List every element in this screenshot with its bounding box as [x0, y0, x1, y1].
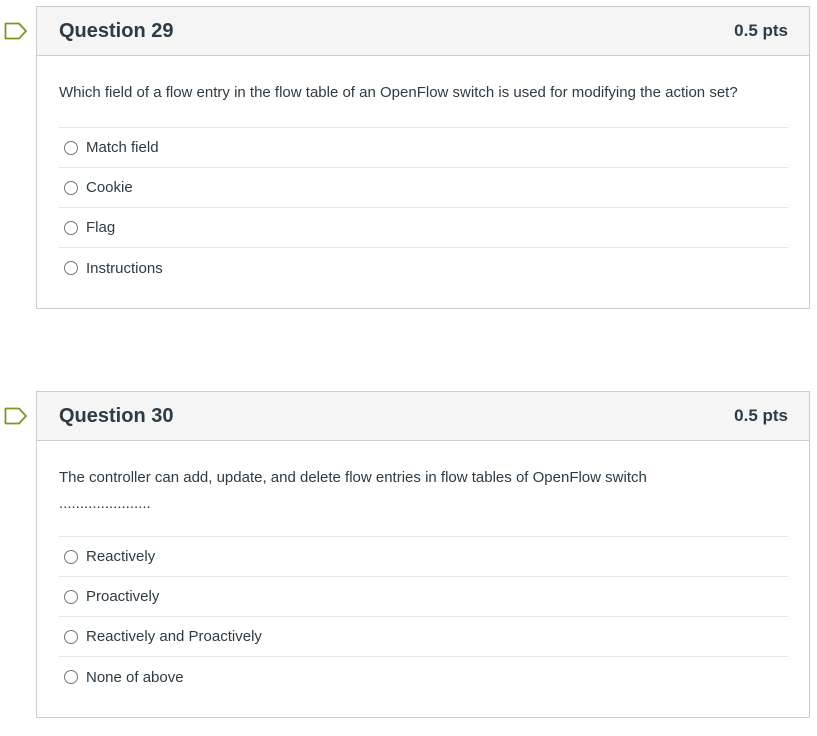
question-title: Question 29 [59, 19, 174, 42]
radio-unchecked-icon[interactable] [64, 590, 78, 604]
answer-label[interactable]: None of above [86, 668, 184, 686]
answer-option-none-of-above[interactable] [59, 657, 788, 697]
radio-unchecked-icon[interactable] [64, 261, 78, 275]
answer-label[interactable]: Proactively [86, 588, 160, 605]
fill-in-blank: ...................... [59, 495, 151, 512]
answer-option-proactively[interactable] [59, 577, 788, 617]
question-card [36, 391, 810, 718]
question-title: Question 30 [59, 404, 174, 427]
question-points: 0.5 pts [734, 21, 788, 40]
flag-question-icon[interactable] [4, 22, 28, 40]
question-points: 0.5 pts [734, 406, 788, 425]
question-text: The controller can add, update, and delete flow entries in flow tables of OpenFlow switch [59, 469, 647, 486]
radio-unchecked-icon[interactable] [64, 221, 78, 235]
answer-label[interactable]: Reactively [86, 548, 156, 565]
answer-label[interactable]: Flag [86, 219, 116, 236]
answer-option-instructions[interactable] [59, 248, 788, 288]
radio-unchecked-icon[interactable] [64, 181, 78, 195]
question-body [37, 56, 809, 308]
answer-option-flag[interactable] [59, 208, 788, 248]
question-header [37, 392, 809, 441]
question-text: Which field of a flow entry in the flow table of an OpenFlow switch is used for modifying the action set? [59, 84, 738, 101]
answer-list [59, 127, 788, 288]
radio-unchecked-icon[interactable] [64, 670, 78, 684]
answer-option-reactively[interactable] [59, 537, 788, 577]
question-text-block [59, 465, 759, 515]
answer-option-match-field[interactable] [59, 128, 788, 168]
radio-unchecked-icon[interactable] [64, 630, 78, 644]
radio-unchecked-icon[interactable] [64, 550, 78, 564]
question-body [37, 441, 809, 717]
radio-unchecked-icon[interactable] [64, 141, 78, 155]
question-header [37, 7, 809, 56]
answer-list [59, 536, 788, 697]
answer-option-cookie[interactable] [59, 168, 788, 208]
question-card [36, 6, 810, 309]
answer-label[interactable]: Match field [86, 139, 159, 156]
answer-label[interactable]: Cookie [86, 179, 133, 196]
answer-label[interactable]: Reactively and Proactively [86, 628, 262, 645]
flag-question-icon[interactable] [4, 407, 28, 425]
answer-label[interactable]: Instructions [86, 259, 163, 277]
answer-option-reactively-and-proactively[interactable] [59, 617, 788, 657]
